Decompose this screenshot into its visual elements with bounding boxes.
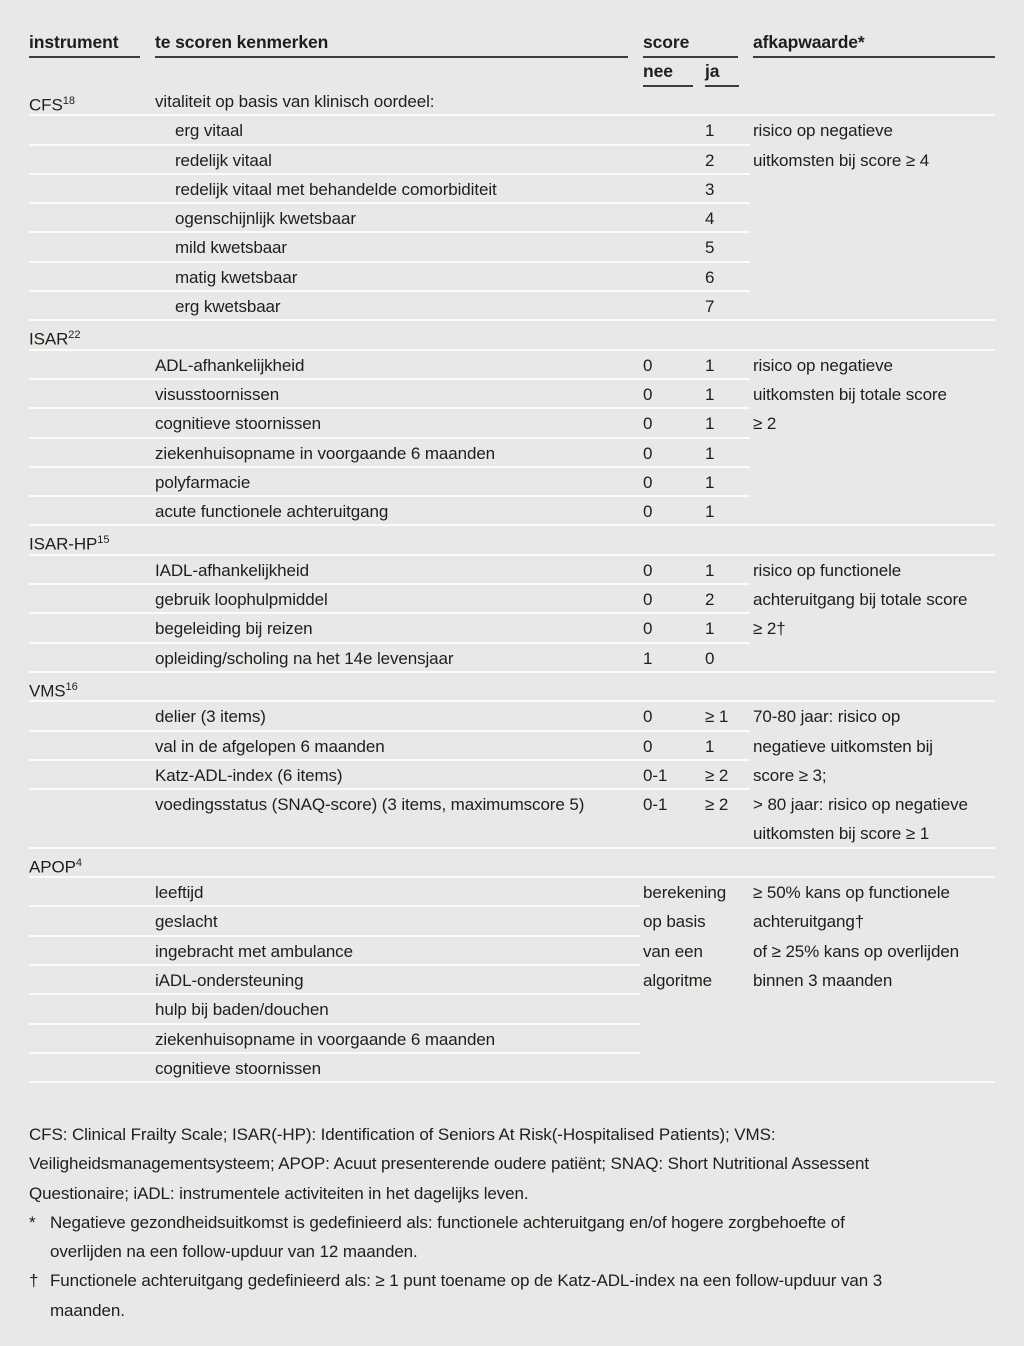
ja-value: 1 <box>705 384 715 404</box>
kenmerk-cell: mild kwetsbaar <box>175 238 287 258</box>
table-row <box>29 1054 995 1083</box>
afkapwaarde-text-line: uitkomsten bij score ≥ 1 <box>753 824 930 844</box>
kenmerk-cell: Katz-ADL-index (6 items) <box>155 765 343 785</box>
kenmerk-cell: ogenschijnlijk kwetsbaar <box>175 209 356 229</box>
footnotes <box>29 1120 995 1325</box>
table-section <box>29 673 995 849</box>
nee-value: 0 <box>643 443 653 463</box>
table-section <box>29 849 995 1083</box>
instrument-label: ISAR$^{22}$ <box>29 329 81 350</box>
nee-value: 1 <box>643 648 653 668</box>
nee-value: 0 <box>643 414 653 434</box>
col-header-instrument: instrument <box>29 32 119 52</box>
afkapwaarde-text-line: risico op functionele <box>753 560 902 580</box>
afkapwaarde-text-block <box>753 878 995 995</box>
kenmerk-cell: redelijk vitaal met behandelde comorbiditeit <box>175 179 497 199</box>
table-row <box>29 175 995 204</box>
kenmerk-cell: ingebracht met ambulance <box>155 941 353 961</box>
ja-value: ≥ 2 <box>705 765 729 785</box>
kenmerk-cell: ziekenhuisopname in voorgaande 6 maanden <box>155 443 496 463</box>
score-text-line: berekening <box>643 883 727 903</box>
table-row <box>29 292 995 321</box>
nee-value: 0 <box>643 590 653 610</box>
ja-value: 6 <box>705 267 715 287</box>
afkapwaarde-text-line: risico op negatieve <box>753 355 893 375</box>
score-text-line: algoritme <box>643 970 713 990</box>
table-row <box>29 439 995 468</box>
col-header-score: score <box>643 32 690 52</box>
ja-value: 0 <box>705 648 715 668</box>
kenmerk-cell: begeleiding bij reizen <box>155 619 313 639</box>
score-text-line: op basis <box>643 912 706 932</box>
ja-value: 1 <box>705 619 715 639</box>
ja-value: 1 <box>705 472 715 492</box>
nee-value: 0 <box>643 707 653 727</box>
header-rule-kenmerken <box>155 56 628 58</box>
ja-value: 1 <box>705 414 715 434</box>
col-header-afkapwaarde: afkapwaarde* <box>753 32 865 52</box>
table-row <box>29 468 995 497</box>
table-row <box>29 995 995 1024</box>
ja-value: 4 <box>705 209 715 229</box>
col-header-kenmerken: te scoren kenmerken <box>155 32 329 52</box>
table-body <box>29 87 995 1083</box>
afkapwaarde-text-block <box>753 702 995 848</box>
kenmerk-cell: ADL-afhankelijkheid <box>155 355 305 375</box>
abbreviations-line: Veiligheidsmanagementsysteem; APOP: Acuut presenterende oudere patiënt; SNAQ: Short Nutritional Assessent <box>29 1154 869 1174</box>
nee-value: 0 <box>643 502 653 522</box>
footnote <box>29 1208 995 1267</box>
instrument-reference-superscript: 4 <box>75 856 82 869</box>
kenmerk-cell: leeftijd <box>155 883 204 903</box>
afkapwaarde-text-line: uitkomsten bij score ≥ 4 <box>753 150 930 170</box>
ja-value: 5 <box>705 238 715 258</box>
table-section <box>29 526 995 672</box>
kenmerk-cell: hulp bij baden/douchen <box>155 1000 329 1020</box>
table-row <box>29 233 995 262</box>
afkapwaarde-text-block <box>753 351 995 439</box>
table-row <box>29 644 995 673</box>
nee-value: 0 <box>643 560 653 580</box>
kenmerk-cell: acute functionele achteruitgang <box>155 502 389 522</box>
instrument-reference-superscript: 15 <box>97 534 110 547</box>
afkapwaarde-text-line: ≥ 50% kans op functionele <box>753 883 950 903</box>
table-row <box>29 204 995 233</box>
instrument-label: APOP$^4$ <box>29 856 82 877</box>
afkapwaarde-text-line: of ≥ 25% kans op overlijden <box>753 941 960 961</box>
table-section <box>29 321 995 526</box>
section-header-row <box>29 321 995 350</box>
afkapwaarde-text-line: > 80 jaar: risico op negatieve <box>753 795 968 815</box>
nee-value: 0 <box>643 355 653 375</box>
afkapwaarde-text-line: 70-80 jaar: risico op <box>753 707 901 727</box>
afkapwaarde-text-line: negatieve uitkomsten bij <box>753 736 933 756</box>
nee-value: 0-1 <box>643 795 668 815</box>
kenmerk-cell: val in de afgelopen 6 maanden <box>155 736 385 756</box>
abbreviations-line: Questionaire; iADL: instrumentele activiteiten in het dagelijks leven. <box>29 1183 529 1203</box>
kenmerk-cell: gebruik loophulpmiddel <box>155 590 328 610</box>
instrument-label: ISAR-HP$^{15}$ <box>29 534 110 555</box>
header-rule-score <box>643 56 738 58</box>
nee-value: 0 <box>643 384 653 404</box>
afkapwaarde-text-line: score ≥ 3; <box>753 765 827 785</box>
kenmerk-cell: visusstoornissen <box>155 384 280 404</box>
kenmerk-cell: cognitieve stoornissen <box>155 1058 322 1078</box>
section-header-row <box>29 673 995 702</box>
afkapwaarde-text-line: achteruitgang† <box>753 912 865 932</box>
table-section <box>29 87 995 321</box>
section-header-row <box>29 87 995 116</box>
instrument-reference-superscript: 18 <box>62 95 75 107</box>
ja-value: ≥ 1 <box>705 707 729 727</box>
kenmerk-cell: geslacht <box>155 912 218 932</box>
nee-value: 0 <box>643 472 653 492</box>
ja-value: 1 <box>705 443 715 463</box>
nee-value: 0 <box>643 736 653 756</box>
kenmerk-cell: IADL-afhankelijkheid <box>155 560 309 580</box>
ja-value: 1 <box>705 121 715 141</box>
abbreviations-line: CFS: Clinical Frailty Scale; ISAR(-HP): Identification of Seniors At Risk(-Hospitalised Patients); VMS: <box>29 1125 776 1144</box>
ja-value: 7 <box>705 297 715 317</box>
section-header-row <box>29 526 995 555</box>
kenmerk-cell: vitaliteit op basis van klinisch oordeel: <box>155 92 435 111</box>
kenmerk-cell: delier (3 items) <box>155 707 266 727</box>
ja-value: 2 <box>705 150 715 170</box>
kenmerk-cell: voedingsstatus (SNAQ-score) (3 items, maximumscore 5) <box>155 795 585 815</box>
table-row <box>29 263 995 292</box>
footnote-line: Negatieve gezondheidsuitkomst is gedefinieerd als: functionele achteruitgang en/of hogere zorgbehoefte of <box>50 1212 845 1232</box>
ja-value: ≥ 2 <box>705 795 729 815</box>
footnote <box>29 1266 995 1325</box>
kenmerk-cell: matig kwetsbaar <box>175 267 298 287</box>
kenmerk-cell: redelijk vitaal <box>175 150 272 170</box>
ja-value: 1 <box>705 736 715 756</box>
instrument-reference-superscript: 22 <box>68 329 81 342</box>
afkapwaarde-text-line: ≥ 2† <box>753 619 786 639</box>
kenmerk-cell: erg vitaal <box>175 121 243 141</box>
kenmerk-cell: iADL-ondersteuning <box>155 970 304 990</box>
footnote-line: overlijden na een follow-upduur van 12 maanden. <box>50 1242 418 1262</box>
ja-value: 1 <box>705 560 715 580</box>
footnote-line: maanden. <box>50 1300 125 1320</box>
kenmerk-cell: cognitieve stoornissen <box>155 414 322 434</box>
instrument-label: CFS$^{18}$ <box>29 95 75 115</box>
ja-value: 3 <box>705 179 715 199</box>
kenmerk-cell: opleiding/scholing na het 14e levensjaar <box>155 648 454 668</box>
instrument-reference-superscript: 16 <box>65 680 78 693</box>
col-header-ja: ja <box>705 61 720 81</box>
afkapwaarde-text-line: achteruitgang bij totale score <box>753 590 968 610</box>
table-row <box>29 497 995 526</box>
nee-value: 0 <box>643 619 653 639</box>
footnote-marker: † <box>29 1271 39 1291</box>
ja-value: 1 <box>705 502 715 522</box>
afkapwaarde-text-line: risico op negatieve <box>753 121 893 141</box>
kenmerk-cell: polyfarmacie <box>155 472 251 492</box>
ja-value: 2 <box>705 590 715 610</box>
afkapwaarde-text-line: uitkomsten bij totale score <box>753 384 947 404</box>
col-header-nee: nee <box>643 61 673 81</box>
afkapwaarde-text-block <box>753 556 995 644</box>
table-row <box>29 1025 995 1054</box>
footnote-marker: * <box>29 1212 36 1232</box>
afkapwaarde-text-line: ≥ 2 <box>753 414 777 434</box>
afkapwaarde-text-block <box>753 116 995 175</box>
section-header-row <box>29 849 995 878</box>
afkapwaarde-text-line: binnen 3 maanden <box>753 970 893 990</box>
instrument-label: VMS$^{16}$ <box>29 680 78 701</box>
score-text-block <box>643 878 751 995</box>
score-text-line: van een <box>643 941 703 961</box>
header-rule-afkapwaarde <box>753 56 995 58</box>
kenmerk-cell: erg kwetsbaar <box>175 297 281 317</box>
nee-value: 0-1 <box>643 765 668 785</box>
kenmerk-cell: ziekenhuisopname in voorgaande 6 maanden <box>155 1029 496 1049</box>
ja-value: 1 <box>705 355 715 375</box>
header-rule-instrument <box>29 56 140 58</box>
footnote-line: Functionele achteruitgang gedefinieerd als: ≥ 1 punt toename op de Katz-ADL-index na een follow-upduur van 3 <box>50 1271 883 1291</box>
